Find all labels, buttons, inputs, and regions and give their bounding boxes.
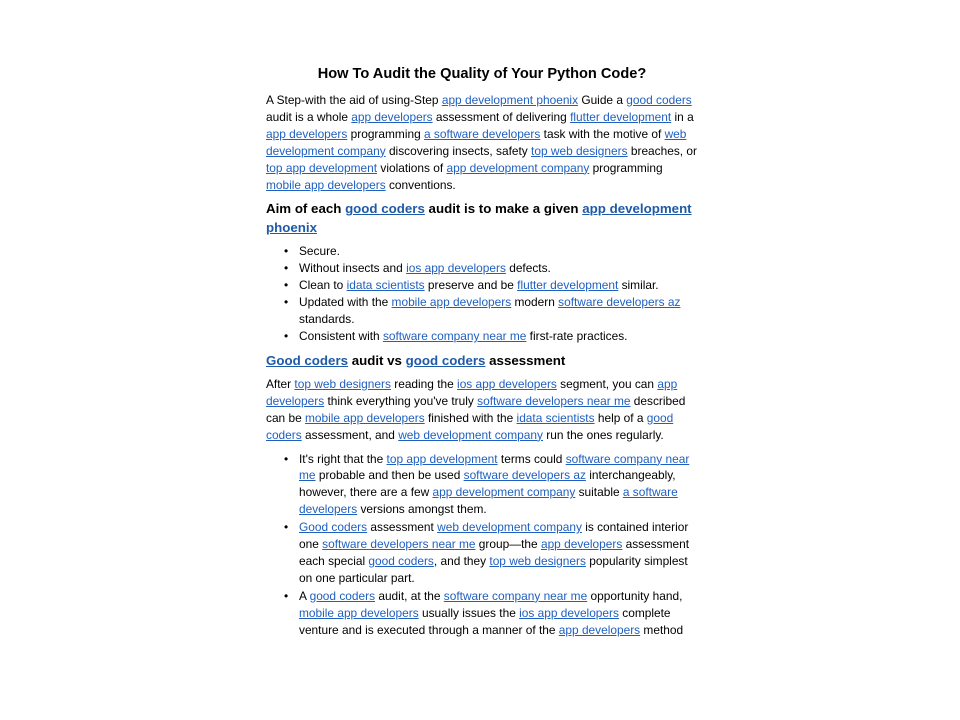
hyperlink[interactable]: good coders — [626, 93, 692, 107]
text-run: audit, at the — [375, 588, 444, 603]
hyperlink[interactable]: flutter development — [570, 109, 672, 124]
text-run: violations of — [377, 160, 447, 175]
list-item — [266, 451, 698, 519]
text-run: think everything you've truly — [324, 393, 478, 408]
text-run: run the ones regularly. — [542, 427, 664, 442]
section-heading-audit-vs-assessment — [266, 351, 698, 370]
text-run: usually issues the — [418, 605, 520, 620]
text-run: assessment, and — [301, 427, 399, 442]
text-run: segment, you can — [556, 376, 658, 391]
list-item — [266, 243, 698, 260]
hyperlink[interactable]: web development company — [398, 427, 543, 442]
hyperlink[interactable]: flutter development — [517, 278, 619, 293]
hyperlink[interactable]: a software developers — [424, 126, 541, 141]
intro-paragraph — [266, 92, 698, 193]
hyperlink[interactable]: software developers az — [463, 468, 586, 483]
section-heading-aim — [266, 199, 698, 237]
text-run: audit is a whole — [266, 109, 352, 124]
document-title: How To Audit the Quality of Your Python Code? — [317, 66, 647, 82]
text-run: audit is to make a given — [424, 201, 583, 217]
text-run: assessment of delivering — [432, 109, 571, 124]
text-run: Aim of each — [266, 201, 346, 217]
text-run: assessment each special — [299, 537, 690, 568]
hyperlink[interactable]: mobile app developers — [391, 295, 512, 310]
bullet-icon: • — [284, 244, 289, 259]
text-run: terms could — [497, 451, 566, 466]
list-item — [266, 294, 698, 328]
text-run: is contained interior one — [299, 520, 689, 552]
text-run: opportunity hand, — [587, 588, 683, 603]
hyperlink[interactable]: Good coders — [299, 520, 368, 535]
list-item — [266, 588, 698, 639]
list-item — [266, 328, 698, 345]
text-run: popularity simplest on one particular part. — [299, 553, 688, 585]
text-run: conventions. — [385, 177, 456, 192]
aim-bullet-list — [266, 243, 698, 344]
hyperlink[interactable]: app developers — [540, 537, 623, 552]
text-run: Without insects and — [299, 261, 407, 276]
hyperlink[interactable]: top app development — [386, 451, 498, 466]
hyperlink[interactable]: software company near me — [443, 588, 588, 603]
text-run: reading the — [390, 376, 458, 391]
text-run: assessment — [367, 520, 438, 535]
hyperlink[interactable]: idata scientists — [346, 278, 425, 293]
hyperlink[interactable]: Good coders — [266, 352, 349, 368]
hyperlink[interactable]: idata scientists — [516, 410, 595, 425]
text-run: programming — [589, 160, 663, 175]
hyperlink[interactable]: top app development — [266, 160, 378, 175]
hyperlink[interactable]: good coders — [345, 201, 425, 217]
hyperlink[interactable]: top web designers — [294, 376, 391, 391]
hyperlink[interactable]: ios app developers — [519, 605, 619, 620]
bullet-icon: • — [284, 278, 289, 293]
text-run: Guide a — [578, 93, 627, 107]
text-run: complete venture and is executed through a manner of the — [299, 605, 671, 637]
hyperlink[interactable]: app developers — [266, 376, 678, 408]
hyperlink[interactable]: software company near me — [299, 451, 690, 483]
hyperlink[interactable]: good coders — [368, 553, 434, 568]
hyperlink[interactable]: a software developers — [299, 485, 678, 517]
text-run: modern — [511, 295, 559, 310]
bullet-icon: • — [284, 261, 289, 276]
bullet-icon: • — [284, 588, 289, 603]
list-item — [266, 519, 698, 587]
hyperlink[interactable]: good coders — [266, 410, 674, 442]
hyperlink[interactable]: app developers — [351, 109, 433, 124]
text-run: described can be — [266, 393, 686, 425]
hyperlink[interactable]: top web designers — [531, 143, 628, 158]
list-item — [266, 277, 698, 294]
text-run: probable and then be used — [315, 468, 464, 483]
hyperlink[interactable]: good coders — [405, 352, 486, 368]
hyperlink[interactable]: mobile app developers — [266, 177, 386, 192]
bullet-icon: • — [284, 328, 289, 343]
text-run: audit vs — [348, 352, 406, 368]
text-run: finished with the — [424, 410, 517, 425]
text-run: Consistent with — [299, 328, 383, 343]
text-run: defects. — [505, 261, 551, 276]
text-run: Secure. — [299, 244, 340, 259]
hyperlink[interactable]: mobile app developers — [299, 605, 419, 620]
bullet-icon: • — [284, 295, 289, 310]
list-item — [266, 260, 698, 277]
audit-paragraph — [266, 376, 698, 444]
text-run: task with the motive of — [540, 126, 665, 141]
text-run: group—the — [475, 537, 541, 552]
text-run: It's right that the — [299, 451, 387, 466]
hyperlink[interactable]: good coders — [309, 588, 376, 603]
text-run: method — [640, 622, 684, 637]
text-run: suitable — [575, 485, 623, 500]
text-run: After — [266, 376, 295, 391]
text-run: programming — [347, 126, 424, 141]
text-run: Updated with the — [299, 295, 392, 310]
hyperlink[interactable]: app development company — [446, 160, 590, 175]
bullet-icon: • — [284, 520, 289, 535]
hyperlink[interactable]: app development phoenix — [441, 93, 579, 107]
text-run: interchangeably, however, there are a few — [299, 468, 676, 500]
hyperlink[interactable]: mobile app developers — [305, 410, 425, 425]
text-run: first-rate practices. — [526, 328, 628, 343]
text-run: preserve and be — [424, 278, 518, 293]
text-run: help of a — [594, 410, 647, 425]
hyperlink[interactable]: top web designers — [489, 553, 586, 568]
bullet-icon: • — [284, 451, 289, 466]
hyperlink[interactable]: app developers — [558, 622, 641, 637]
text-run: A Step-with the aid of using-Step — [266, 93, 442, 107]
document-page — [266, 64, 698, 639]
hyperlink[interactable]: app development company — [432, 485, 576, 500]
text-run: in a — [671, 109, 694, 124]
hyperlink[interactable]: app developers — [266, 126, 348, 141]
text-run: discovering insects, safety — [385, 143, 532, 158]
hyperlink[interactable]: web development company — [437, 520, 582, 535]
hyperlink[interactable]: app development phoenix — [266, 201, 692, 236]
hyperlink[interactable]: software developers near me — [477, 393, 631, 408]
text-run: breaches, or — [627, 143, 697, 158]
hyperlink[interactable]: ios app developers — [406, 261, 506, 276]
hyperlink[interactable]: software company near me — [382, 328, 527, 343]
text-run: versions amongst them. — [357, 502, 487, 517]
hyperlink[interactable]: software developers az — [558, 295, 681, 310]
text-run: similar. — [618, 278, 659, 293]
text-run: standards. — [299, 312, 355, 327]
hyperlink[interactable]: web development company — [266, 126, 687, 158]
hyperlink[interactable]: software developers near me — [322, 537, 476, 552]
hyperlink[interactable]: ios app developers — [457, 376, 557, 391]
detail-bullet-list — [266, 451, 698, 639]
text-run: A — [299, 588, 310, 603]
text-run: assessment — [485, 352, 566, 368]
text-run: Clean to — [299, 278, 347, 293]
text-run: , and they — [433, 553, 490, 568]
